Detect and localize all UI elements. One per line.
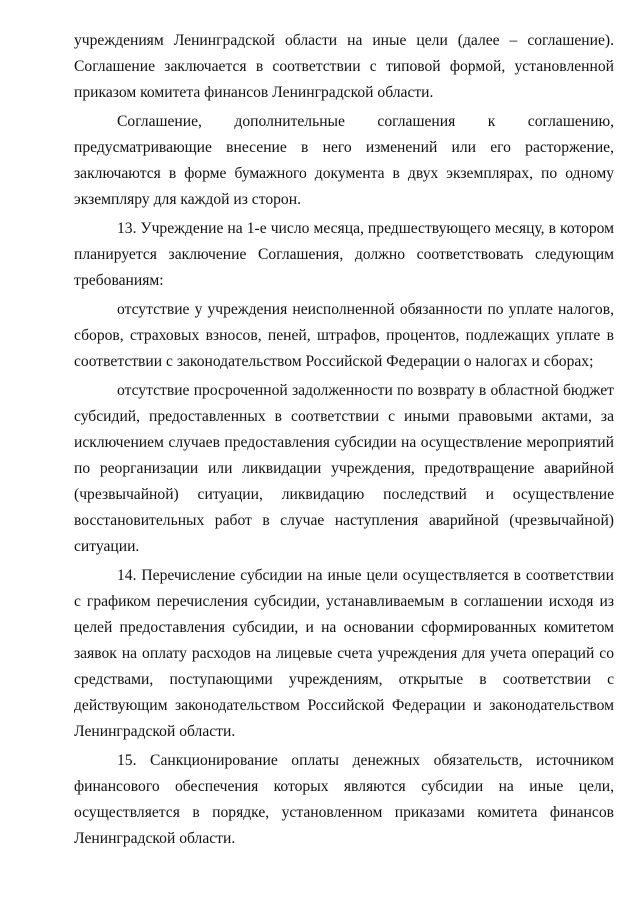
paragraph-15-authorization: 15. Санкционирование оплаты денежных обязательств, источником финансового обеспечения которых являются субсидии на иные цели, осуществляется в порядке, установленном приказами комитета финансов Ленинградской области. [74,752,614,847]
paragraph-14-transfer: 14. Перечисление субсидии на иные цели осуществляется в соответствии с графиком перечисления субсидии, устанавливаемым в соглашении исходя из целей предоставления субсидии, и на основании сформированных комитетом заявок на оплату расходов на лицевые счета учреждения для учета операций со средствами, поступающими учреждениям, открытые в соответствии с действующим законодательством Российской Федерации и законодательством Ленинградской области. [74,567,614,740]
document-body [74,28,614,852]
paragraph-no-overdue-debt: отсутствие просроченной задолженности по возврату в областной бюджет субсидий, предоставленных в соответствии с иными правовыми актами, за исключением случаев предоставления субсидии на осуществление мероприятий по реорганизации или ликвидации учреждения, предотвращение аварийной (чрезвычайной) ситуации, ликвидацию последствий и осуществление восстановительных работ в случае наступления аварийной (чрезвычайной) ситуации. [74,382,614,555]
paragraph-agreement-form: Соглашение, дополнительные соглашения к соглашению, предусматривающие внесение в него изменений или его расторжение, заключаются в форме бумажного документа в двух экземплярах, по одному экземпляру для каждой из сторон. [74,113,614,208]
paragraph-13-requirements: 13. Учреждение на 1-е число месяца, предшествующего месяцу, в котором планируется заключение Соглашения, должно соответствовать следующим требованиям: [74,220,614,289]
paragraph-continuation: учреждениям Ленинградской области на иные цели (далее – соглашение). Соглашение заключается в соответствии с типовой формой, установленной приказом комитета финансов Ленинградской области. [74,32,614,101]
paragraph-no-tax-debt: отсутствие у учреждения неисполненной обязанности по уплате налогов, сборов, страховых взносов, пеней, штрафов, процентов, подлежащих уплате в соответствии с законодательством Российской Федерации о налогах и сборах; [74,301,614,370]
